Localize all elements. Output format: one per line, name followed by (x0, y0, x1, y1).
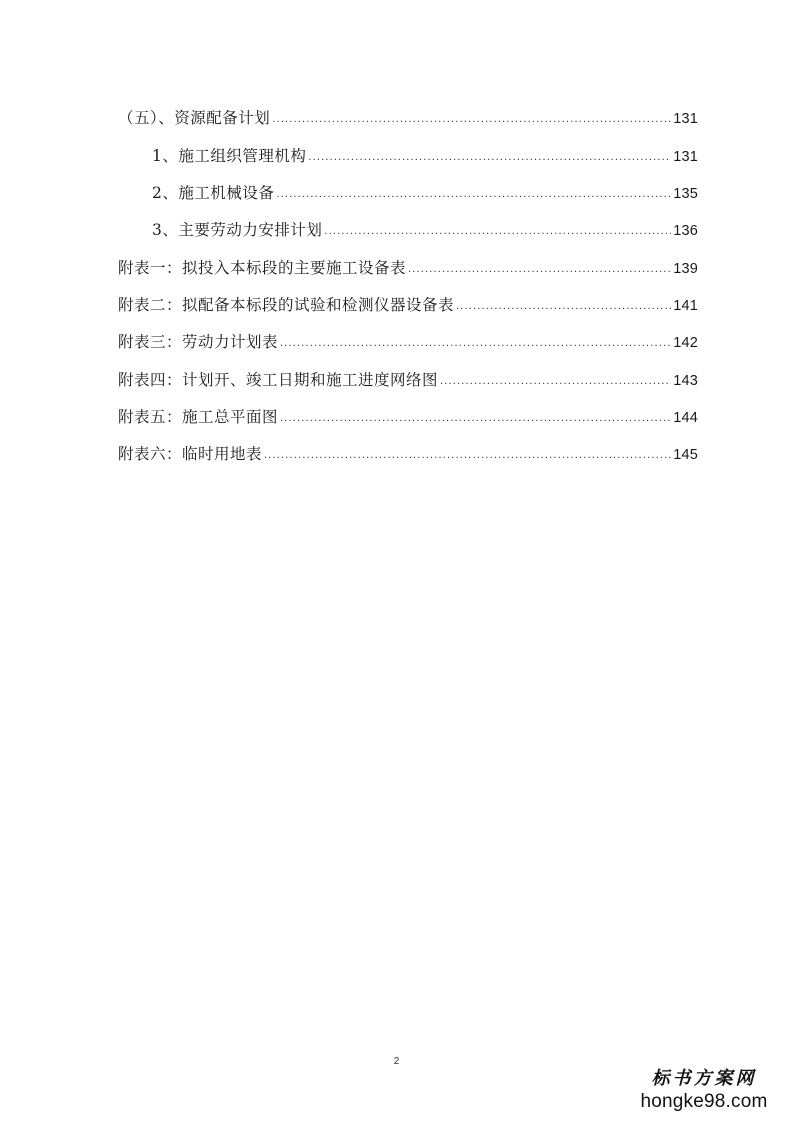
toc-entry-title: （五）、资源配备计划 (118, 109, 271, 127)
toc-entry-title: 1、施工组织管理机构 (152, 147, 307, 165)
toc-entry-page: 136 (673, 223, 698, 239)
toc-dot-leader (324, 219, 671, 243)
watermark-site-name: 标书方案网 (651, 1068, 757, 1089)
toc-entry-page: 144 (673, 410, 698, 426)
toc-entry[interactable] (118, 330, 698, 354)
toc-dot-leader (308, 145, 671, 169)
toc-entry[interactable] (118, 293, 698, 317)
toc-entry-title: 附表二：拟配备本标段的试验和检测仪器设备表 (118, 296, 455, 314)
toc-entry-page: 142 (673, 335, 698, 351)
toc-entry-title: 附表四：计划开、竣工日期和施工进度网络图 (118, 371, 439, 389)
toc-dot-leader (272, 107, 671, 131)
toc-entry-title: 附表一：拟投入本标段的主要施工设备表 (118, 259, 407, 277)
toc-entry[interactable] (118, 256, 698, 280)
toc-dot-leader (276, 182, 671, 206)
toc-entry[interactable] (118, 405, 698, 429)
toc-dot-leader (280, 406, 671, 430)
toc-dot-leader (408, 257, 671, 281)
toc-dot-leader (456, 294, 671, 318)
toc-dot-leader (440, 369, 671, 393)
toc-entry[interactable] (118, 368, 698, 392)
toc-entry-title: 附表三：劳动力计划表 (118, 333, 279, 351)
toc-dot-leader (264, 443, 671, 467)
toc-entry-title: 附表六：临时用地表 (118, 445, 263, 463)
toc-entry[interactable] (118, 442, 698, 466)
toc-entry-page: 139 (673, 261, 698, 277)
toc-entry[interactable] (152, 181, 698, 205)
toc-entry-page: 131 (673, 111, 698, 127)
watermark (629, 1068, 779, 1114)
toc-entry-title: 2、施工机械设备 (152, 184, 275, 202)
toc-dot-leader (280, 331, 671, 355)
toc-entry-page: 141 (673, 298, 698, 314)
toc-entry-page: 135 (673, 186, 698, 202)
toc-entry[interactable] (118, 106, 698, 130)
toc-entry-title: 附表五：施工总平面图 (118, 408, 279, 426)
toc-entry-page: 143 (673, 373, 698, 389)
toc-entry-title: 3、主要劳动力安排计划 (152, 221, 323, 239)
toc-entry[interactable] (152, 218, 698, 242)
watermark-url: hongke98.com (640, 1091, 768, 1112)
toc-entry-page: 145 (673, 447, 698, 463)
toc-entry[interactable] (152, 144, 698, 168)
page-number: 2 (393, 1056, 400, 1067)
toc-entry-page: 131 (673, 149, 698, 165)
